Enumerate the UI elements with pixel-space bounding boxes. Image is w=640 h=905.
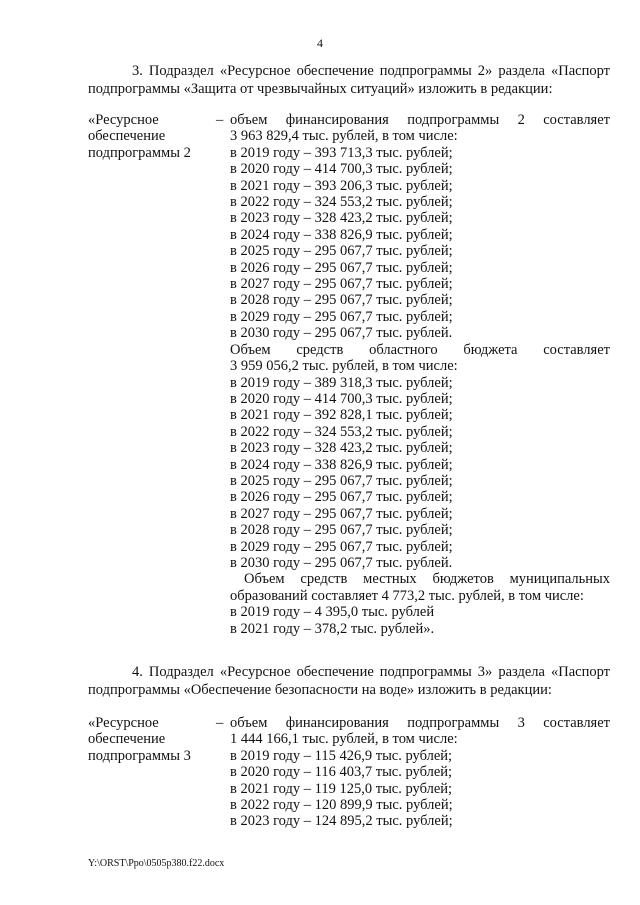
municipal-funding-line1: Объем средств местных бюджетов муниципальных <box>244 571 610 588</box>
year-amount-line: в 2028 году – 295 067,7 тыс. рублей; <box>230 522 453 539</box>
year-amount-line: в 2022 году – 324 553,2 тыс. рублей; <box>230 423 453 440</box>
total-years-list <box>230 748 610 830</box>
year-amount-line: в 2020 году – 116 403,7 тыс. рублей; <box>230 764 453 781</box>
year-amount-line: в 2020 году – 414 700,3 тыс. рублей; <box>230 161 453 178</box>
left-label-line: «Ресурсное <box>88 715 159 731</box>
left-label-line: обеспечение <box>88 731 166 748</box>
year-amount-line: в 2019 году – 4 395,0 тыс. рублей <box>230 604 435 621</box>
left-label-line: обеспечение <box>88 128 166 145</box>
year-amount-line: в 2025 году – 295 067,7 тыс. рублей; <box>230 472 453 489</box>
year-amount-line: в 2023 году – 328 423,2 тыс. рублей; <box>230 210 453 227</box>
year-amount-line: в 2022 году – 324 553,2 тыс. рублей; <box>230 194 453 211</box>
year-amount-line: в 2025 году – 295 067,7 тыс. рублей; <box>230 243 453 260</box>
section3-resource-block <box>88 112 610 652</box>
municipal-years-list <box>230 604 610 637</box>
section3-funding-text <box>230 112 610 637</box>
left-label-line: «Ресурсное <box>88 112 159 128</box>
left-label-line: подпрограммы 3 <box>88 747 191 764</box>
left-label-line: подпрограммы 2 <box>88 144 191 161</box>
year-amount-line: в 2021 году – 119 125,0 тыс. рублей; <box>230 780 453 797</box>
year-amount-line: в 2021 году – 378,2 тыс. рублей». <box>230 620 435 637</box>
year-amount-line: в 2019 году – 389 318,3 тыс. рублей; <box>230 374 453 391</box>
year-amount-line: в 2030 году – 295 067,7 тыс. рублей. <box>230 325 453 342</box>
section4-funding-text <box>230 715 610 830</box>
year-amount-line: в 2019 году – 393 713,3 тыс. рублей; <box>230 144 453 161</box>
section3-left-label <box>88 112 208 161</box>
file-path-footer: Y:\ORST\Ppo\0505p380.f22.docx <box>88 858 225 869</box>
year-amount-line: в 2020 году – 414 700,3 тыс. рублей; <box>230 390 453 407</box>
section3-heading-line2: подпрограммы «Защита от чрезвычайных ситуаций» изложить в редакции: <box>88 81 553 97</box>
total-funding-line2: 1 444 166,1 тыс. рублей, в том числе: <box>230 731 458 748</box>
section3-heading-line1: 3. Подраздел «Ресурсное обеспечение подпрограммы 2» раздела «Паспорт <box>132 63 610 79</box>
year-amount-line: в 2021 году – 392 828,1 тыс. рублей; <box>230 407 453 424</box>
year-amount-line: в 2029 году – 295 067,7 тыс. рублей; <box>230 538 453 555</box>
year-amount-line: в 2024 году – 338 826,9 тыс. рублей; <box>230 226 453 243</box>
page-number: 4 <box>317 36 323 50</box>
year-amount-line: в 2026 году – 295 067,7 тыс. рублей; <box>230 489 453 506</box>
municipal-funding-line2: образований составляет 4 773,2 тыс. рублей, в том числе: <box>230 587 584 604</box>
year-amount-line: в 2022 году – 120 899,9 тыс. рублей; <box>230 797 453 814</box>
year-amount-line: в 2029 году – 295 067,7 тыс. рублей; <box>230 308 453 325</box>
year-amount-line: в 2019 году – 115 426,9 тыс. рублей; <box>230 747 453 764</box>
section4-heading-line1: 4. Подраздел «Ресурсное обеспечение подпрограммы 3» раздела «Паспорт <box>132 664 610 680</box>
year-amount-line: в 2021 году – 393 206,3 тыс. рублей; <box>230 177 453 194</box>
section3-heading <box>88 62 610 98</box>
total-funding-line2: 3 963 829,4 тыс. рублей, в том числе: <box>230 128 458 145</box>
separator-dash: – <box>216 715 224 731</box>
regional-years-list <box>230 375 610 572</box>
year-amount-line: в 2023 году – 328 423,2 тыс. рублей; <box>230 440 453 457</box>
year-amount-line: в 2028 году – 295 067,7 тыс. рублей; <box>230 292 453 309</box>
total-funding-line1: объем финансирования подпрограммы 2 составляет <box>230 112 610 128</box>
total-years-list <box>230 145 610 342</box>
year-amount-line: в 2024 году – 338 826,9 тыс. рублей; <box>230 456 453 473</box>
section4-heading-line2: подпрограммы «Обеспечение безопасности на воде» изложить в редакции: <box>88 682 552 698</box>
section4-left-label <box>88 715 208 764</box>
year-amount-line: в 2027 году – 295 067,7 тыс. рублей; <box>230 505 453 522</box>
regional-funding-line1: Объем средств областного бюджета составляет <box>230 341 610 358</box>
year-amount-line: в 2030 году – 295 067,7 тыс. рублей. <box>230 554 453 571</box>
total-funding-line1: объем финансирования подпрограммы 3 составляет <box>230 715 610 731</box>
year-amount-line: в 2023 году – 124 895,2 тыс. рублей; <box>230 813 453 830</box>
section4-resource-block <box>88 715 610 845</box>
year-amount-line: в 2027 году – 295 067,7 тыс. рублей; <box>230 276 453 293</box>
separator-dash: – <box>216 112 224 128</box>
regional-funding-line2: 3 959 056,2 тыс. рублей, в том числе: <box>230 358 458 375</box>
year-amount-line: в 2026 году – 295 067,7 тыс. рублей; <box>230 259 453 276</box>
section4-heading <box>88 663 610 699</box>
